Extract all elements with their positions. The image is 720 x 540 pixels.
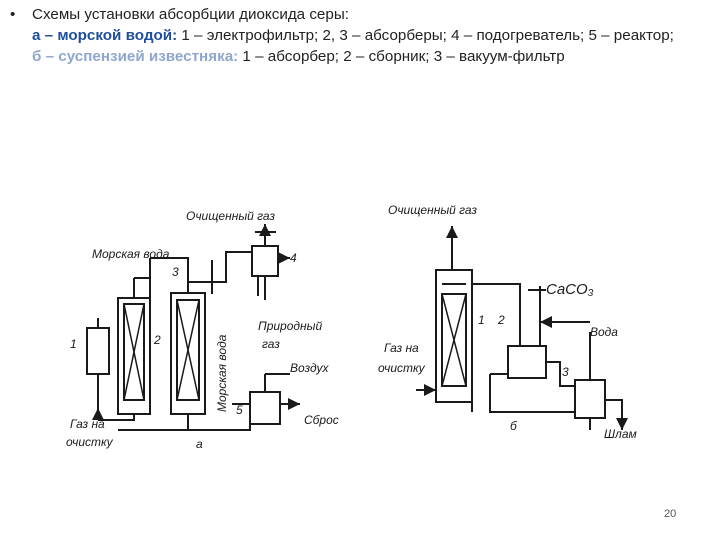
num-b-1: 1 [478, 313, 485, 327]
num-a-2: 2 [154, 333, 161, 347]
label-clean-gas-b: Очищенный газ [388, 203, 477, 217]
caption-a: а [196, 437, 203, 451]
electrofilter-1 [87, 328, 109, 374]
num-a-1: 1 [70, 337, 77, 351]
label-caco3: CaCO₃ [546, 281, 594, 298]
label-natural-gas-2: газ [262, 337, 280, 351]
legend-b-text: 1 – абсорбер; 2 – сборник; 3 – вакуум-фильтр [238, 48, 565, 65]
legend-b-label: б – суспензией известняка: [32, 48, 239, 65]
label-natural-gas-1: Природный [258, 319, 323, 333]
collector-2 [508, 346, 546, 378]
num-b-3: 3 [562, 365, 569, 379]
legend-a-text: 1 – электрофильтр; 2, 3 – абсорберы; 4 – подогреватель; 5 – реактор; [177, 27, 674, 44]
legend-a-label: а – морской водой: [32, 27, 178, 44]
num-b-2: 2 [498, 313, 505, 327]
num-a-5: 5 [236, 403, 243, 417]
label-gas-in-a-2: очистку [66, 435, 113, 449]
reactor-5 [250, 392, 280, 424]
label-sea-water-a: Морская вода [92, 247, 170, 261]
label-gas-in-b-2: очистку [378, 361, 425, 375]
label-clean-gas-a: Очищенный газ [186, 209, 275, 223]
label-discharge: Сброс [304, 413, 339, 427]
bullet-marker: • [10, 6, 16, 23]
vacuum-filter-3 [575, 380, 605, 418]
diagram-b-labels [378, 203, 637, 441]
label-gas-in-a-1: Газ на [70, 417, 105, 431]
page-number: 20 [664, 508, 677, 520]
label-water-b: Вода [590, 325, 618, 339]
caption-b: б [510, 419, 517, 433]
num-a-3: 3 [172, 265, 179, 279]
label-gas-in-b-1: Газ на [384, 341, 419, 355]
num-a-4: 4 [290, 251, 297, 265]
slide-title: Схемы установки абсорбции диоксида серы: [32, 6, 349, 23]
absorber-2 [118, 298, 150, 414]
label-sludge: Шлам [604, 427, 637, 441]
heater-4 [252, 246, 278, 276]
label-sea-water-vertical: Морская вода [215, 334, 229, 412]
label-air: Воздух [290, 361, 329, 375]
